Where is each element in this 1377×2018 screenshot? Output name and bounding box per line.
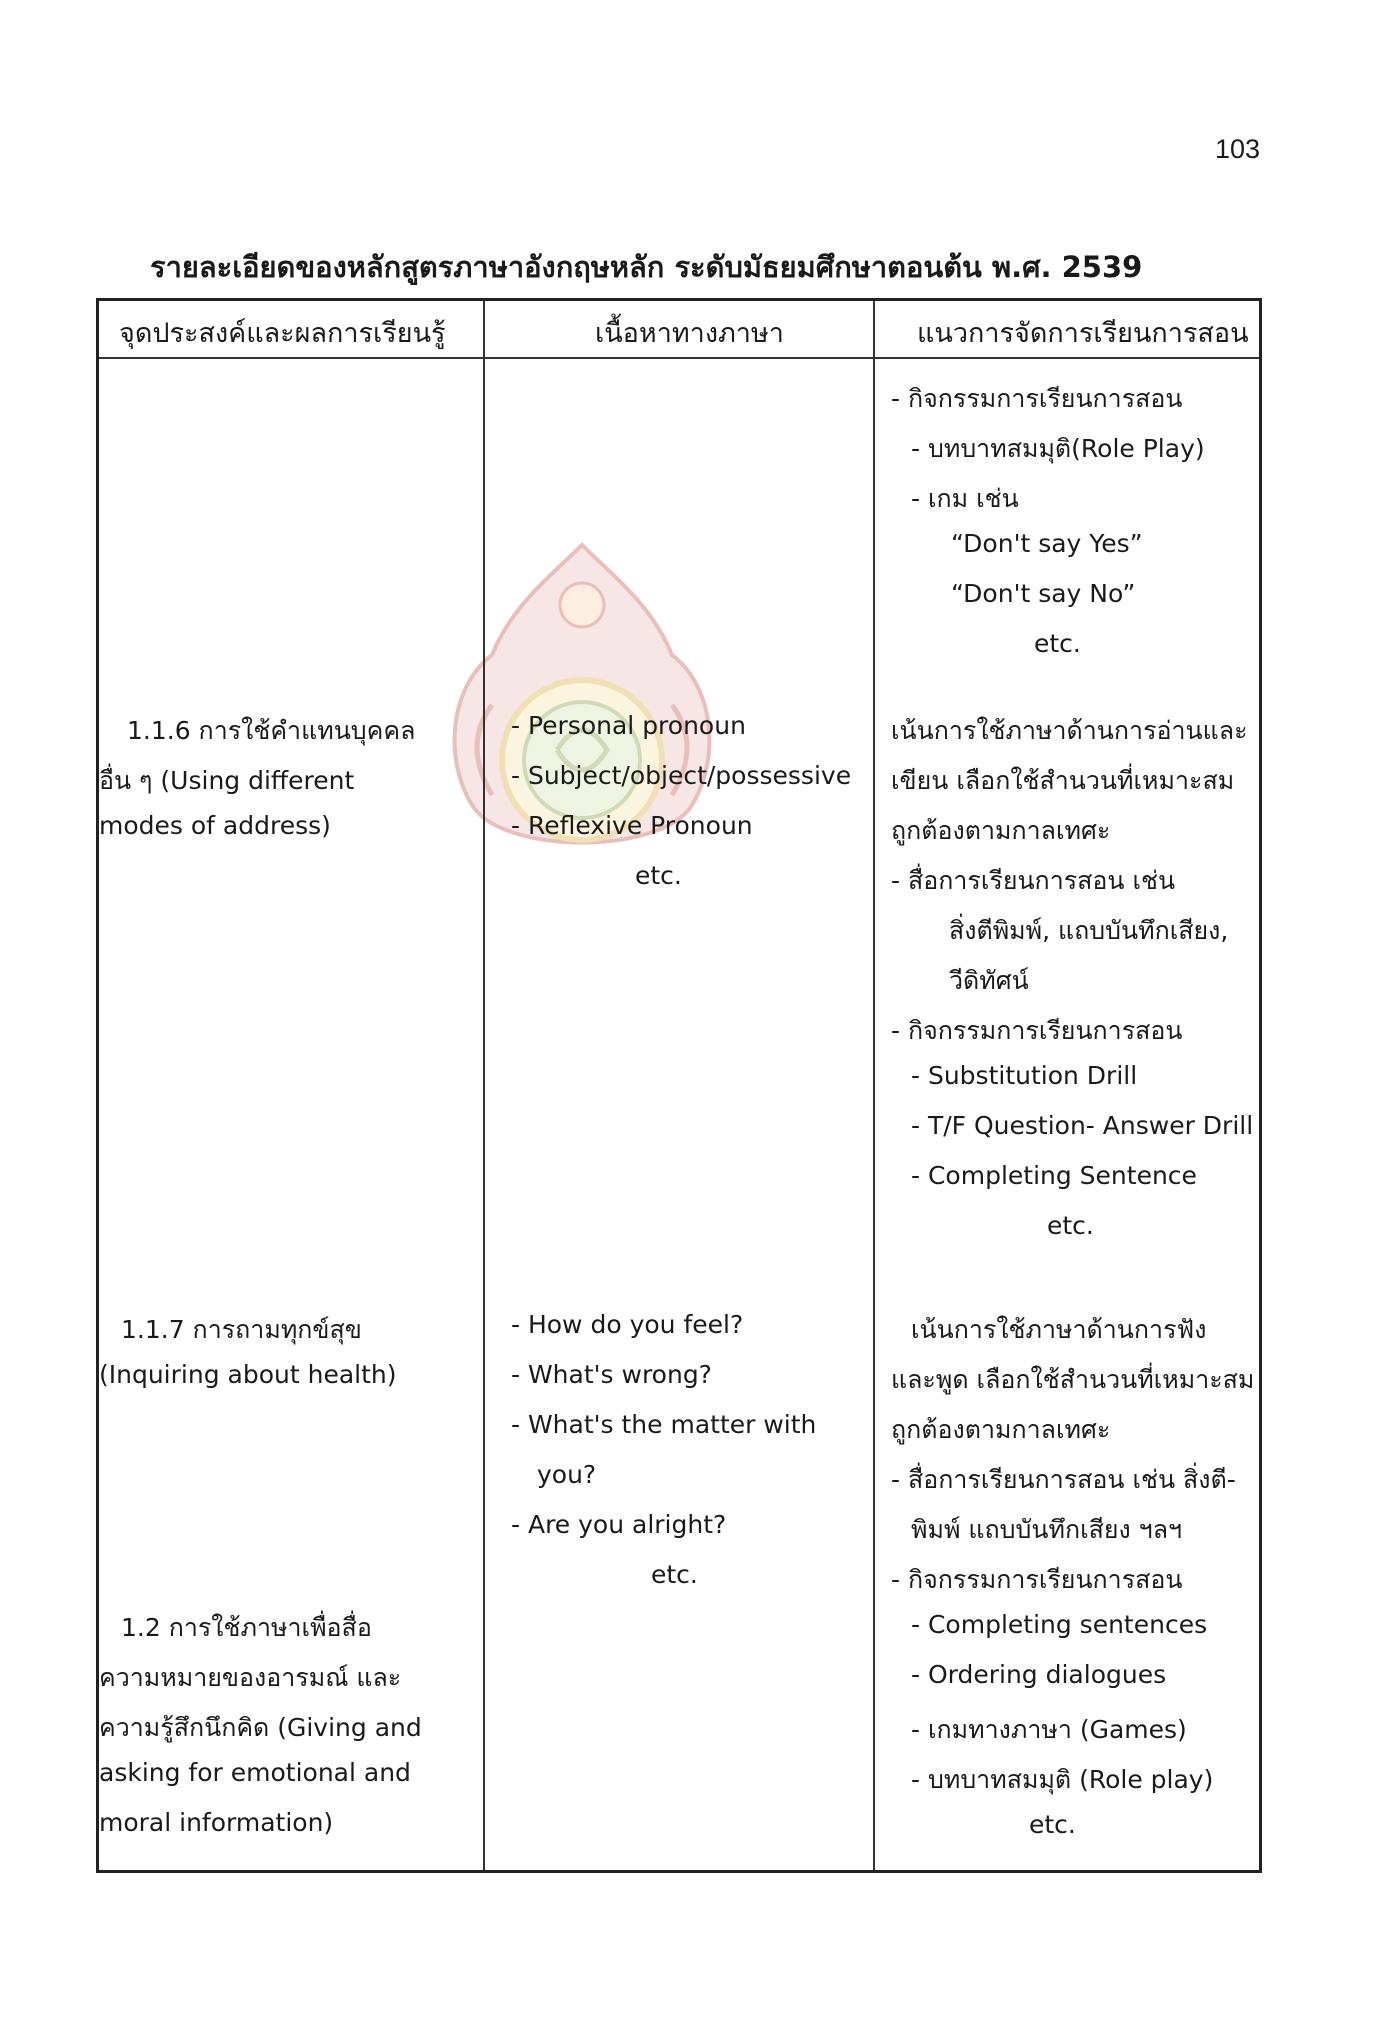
approach-line: - กิจกรรมการเรียนการสอน xyxy=(891,1016,1183,1045)
approach-line: - เกม เช่น xyxy=(911,484,1019,513)
approach-line: - Completing Sentence xyxy=(911,1161,1197,1190)
approach-line: - Ordering dialogues xyxy=(911,1660,1167,1689)
header-objectives: จุดประสงค์และผลการเรียนรู้ xyxy=(119,318,446,349)
header-divider xyxy=(99,357,1259,359)
objective-line: moral information) xyxy=(99,1808,334,1837)
header-teaching-approach: แนวการจัดการเรียนการสอน xyxy=(917,318,1249,349)
approach-line: - T/F Question- Answer Drill xyxy=(911,1111,1254,1140)
content-line: - Subject/object/possessive xyxy=(511,761,852,790)
objective-line: modes of address) xyxy=(99,811,331,840)
content-line: - Personal pronoun xyxy=(511,711,746,740)
page-number: 103 xyxy=(1215,134,1261,164)
objective-line: ความหมายของอารมณ์ และ xyxy=(99,1663,402,1692)
approach-line: - บทบาทสมมุติ (Role play) xyxy=(911,1765,1214,1794)
approach-line: etc. xyxy=(1034,629,1081,658)
approach-line: ถูกต้องตามกาลเทศะ xyxy=(891,816,1111,845)
approach-line: เน้นการใช้ภาษาด้านการฟัง xyxy=(911,1315,1207,1344)
column-divider xyxy=(483,301,485,1870)
content-line: you? xyxy=(537,1460,597,1489)
content-line: - How do you feel? xyxy=(511,1310,744,1339)
objective-line: asking for emotional and xyxy=(99,1758,411,1787)
content-line: - Are you alright? xyxy=(511,1510,727,1539)
content-line: etc. xyxy=(635,861,682,890)
approach-line: - สื่อการเรียนการสอน เช่น สิ่งตี- xyxy=(891,1465,1236,1494)
approach-line: พิมพ์ แถบบันทึกเสียง ฯลฯ xyxy=(911,1515,1183,1544)
approach-line: และพูด เลือกใช้สำนวนที่เหมาะสม xyxy=(891,1365,1255,1394)
approach-line: - บทบาทสมมุติ(Role Play) xyxy=(911,434,1205,463)
approach-line: - กิจกรรมการเรียนการสอน xyxy=(891,1565,1183,1594)
approach-line: “Don't say No” xyxy=(951,579,1136,608)
approach-line: etc. xyxy=(1047,1211,1094,1240)
column-divider xyxy=(873,301,875,1870)
approach-line: เน้นการใช้ภาษาด้านการอ่านและ xyxy=(891,716,1248,745)
objective-line: 1.1.6 การใช้คำแทนบุคคล xyxy=(127,716,416,745)
approach-line: - เกมทางภาษา (Games) xyxy=(911,1715,1187,1744)
objective-line: 1.1.7 การถามทุกข์สุข xyxy=(121,1315,362,1344)
approach-line: - Completing sentences xyxy=(911,1610,1208,1639)
approach-line: - สื่อการเรียนการสอน เช่น xyxy=(891,866,1176,895)
approach-line: เขียน เลือกใช้สำนวนที่เหมาะสม xyxy=(891,766,1235,795)
approach-line: “Don't say Yes” xyxy=(951,529,1143,558)
approach-line: etc. xyxy=(1029,1810,1076,1839)
approach-line: สิ่งตีพิมพ์, แถบบันทึกเสียง, xyxy=(949,916,1229,945)
content-line: - What's wrong? xyxy=(511,1360,712,1389)
objective-line: อื่น ๆ (Using different xyxy=(99,766,355,795)
document-title: รายละเอียดของหลักสูตรภาษาอังกฤษหลัก ระดับมัธยมศึกษาตอนต้น พ.ศ. 2539 xyxy=(150,250,1143,284)
approach-line: วีดิทัศน์ xyxy=(949,966,1029,995)
approach-line: ถูกต้องตามกาลเทศะ xyxy=(891,1415,1111,1444)
header-language-content: เนื้อหาทางภาษา xyxy=(595,318,784,349)
objective-line: (Inquiring about health) xyxy=(99,1360,397,1389)
content-line: etc. xyxy=(651,1560,698,1589)
objective-line: ความรู้สึกนึกคิด (Giving and xyxy=(99,1713,422,1742)
curriculum-table xyxy=(96,298,1262,1873)
content-line: - Reflexive Pronoun xyxy=(511,811,753,840)
approach-line: - กิจกรรมการเรียนการสอน xyxy=(891,384,1183,413)
approach-line: - Substitution Drill xyxy=(911,1061,1138,1090)
content-line: - What's the matter with xyxy=(511,1410,817,1439)
objective-line: 1.2 การใช้ภาษาเพื่อสื่อ xyxy=(121,1613,372,1642)
